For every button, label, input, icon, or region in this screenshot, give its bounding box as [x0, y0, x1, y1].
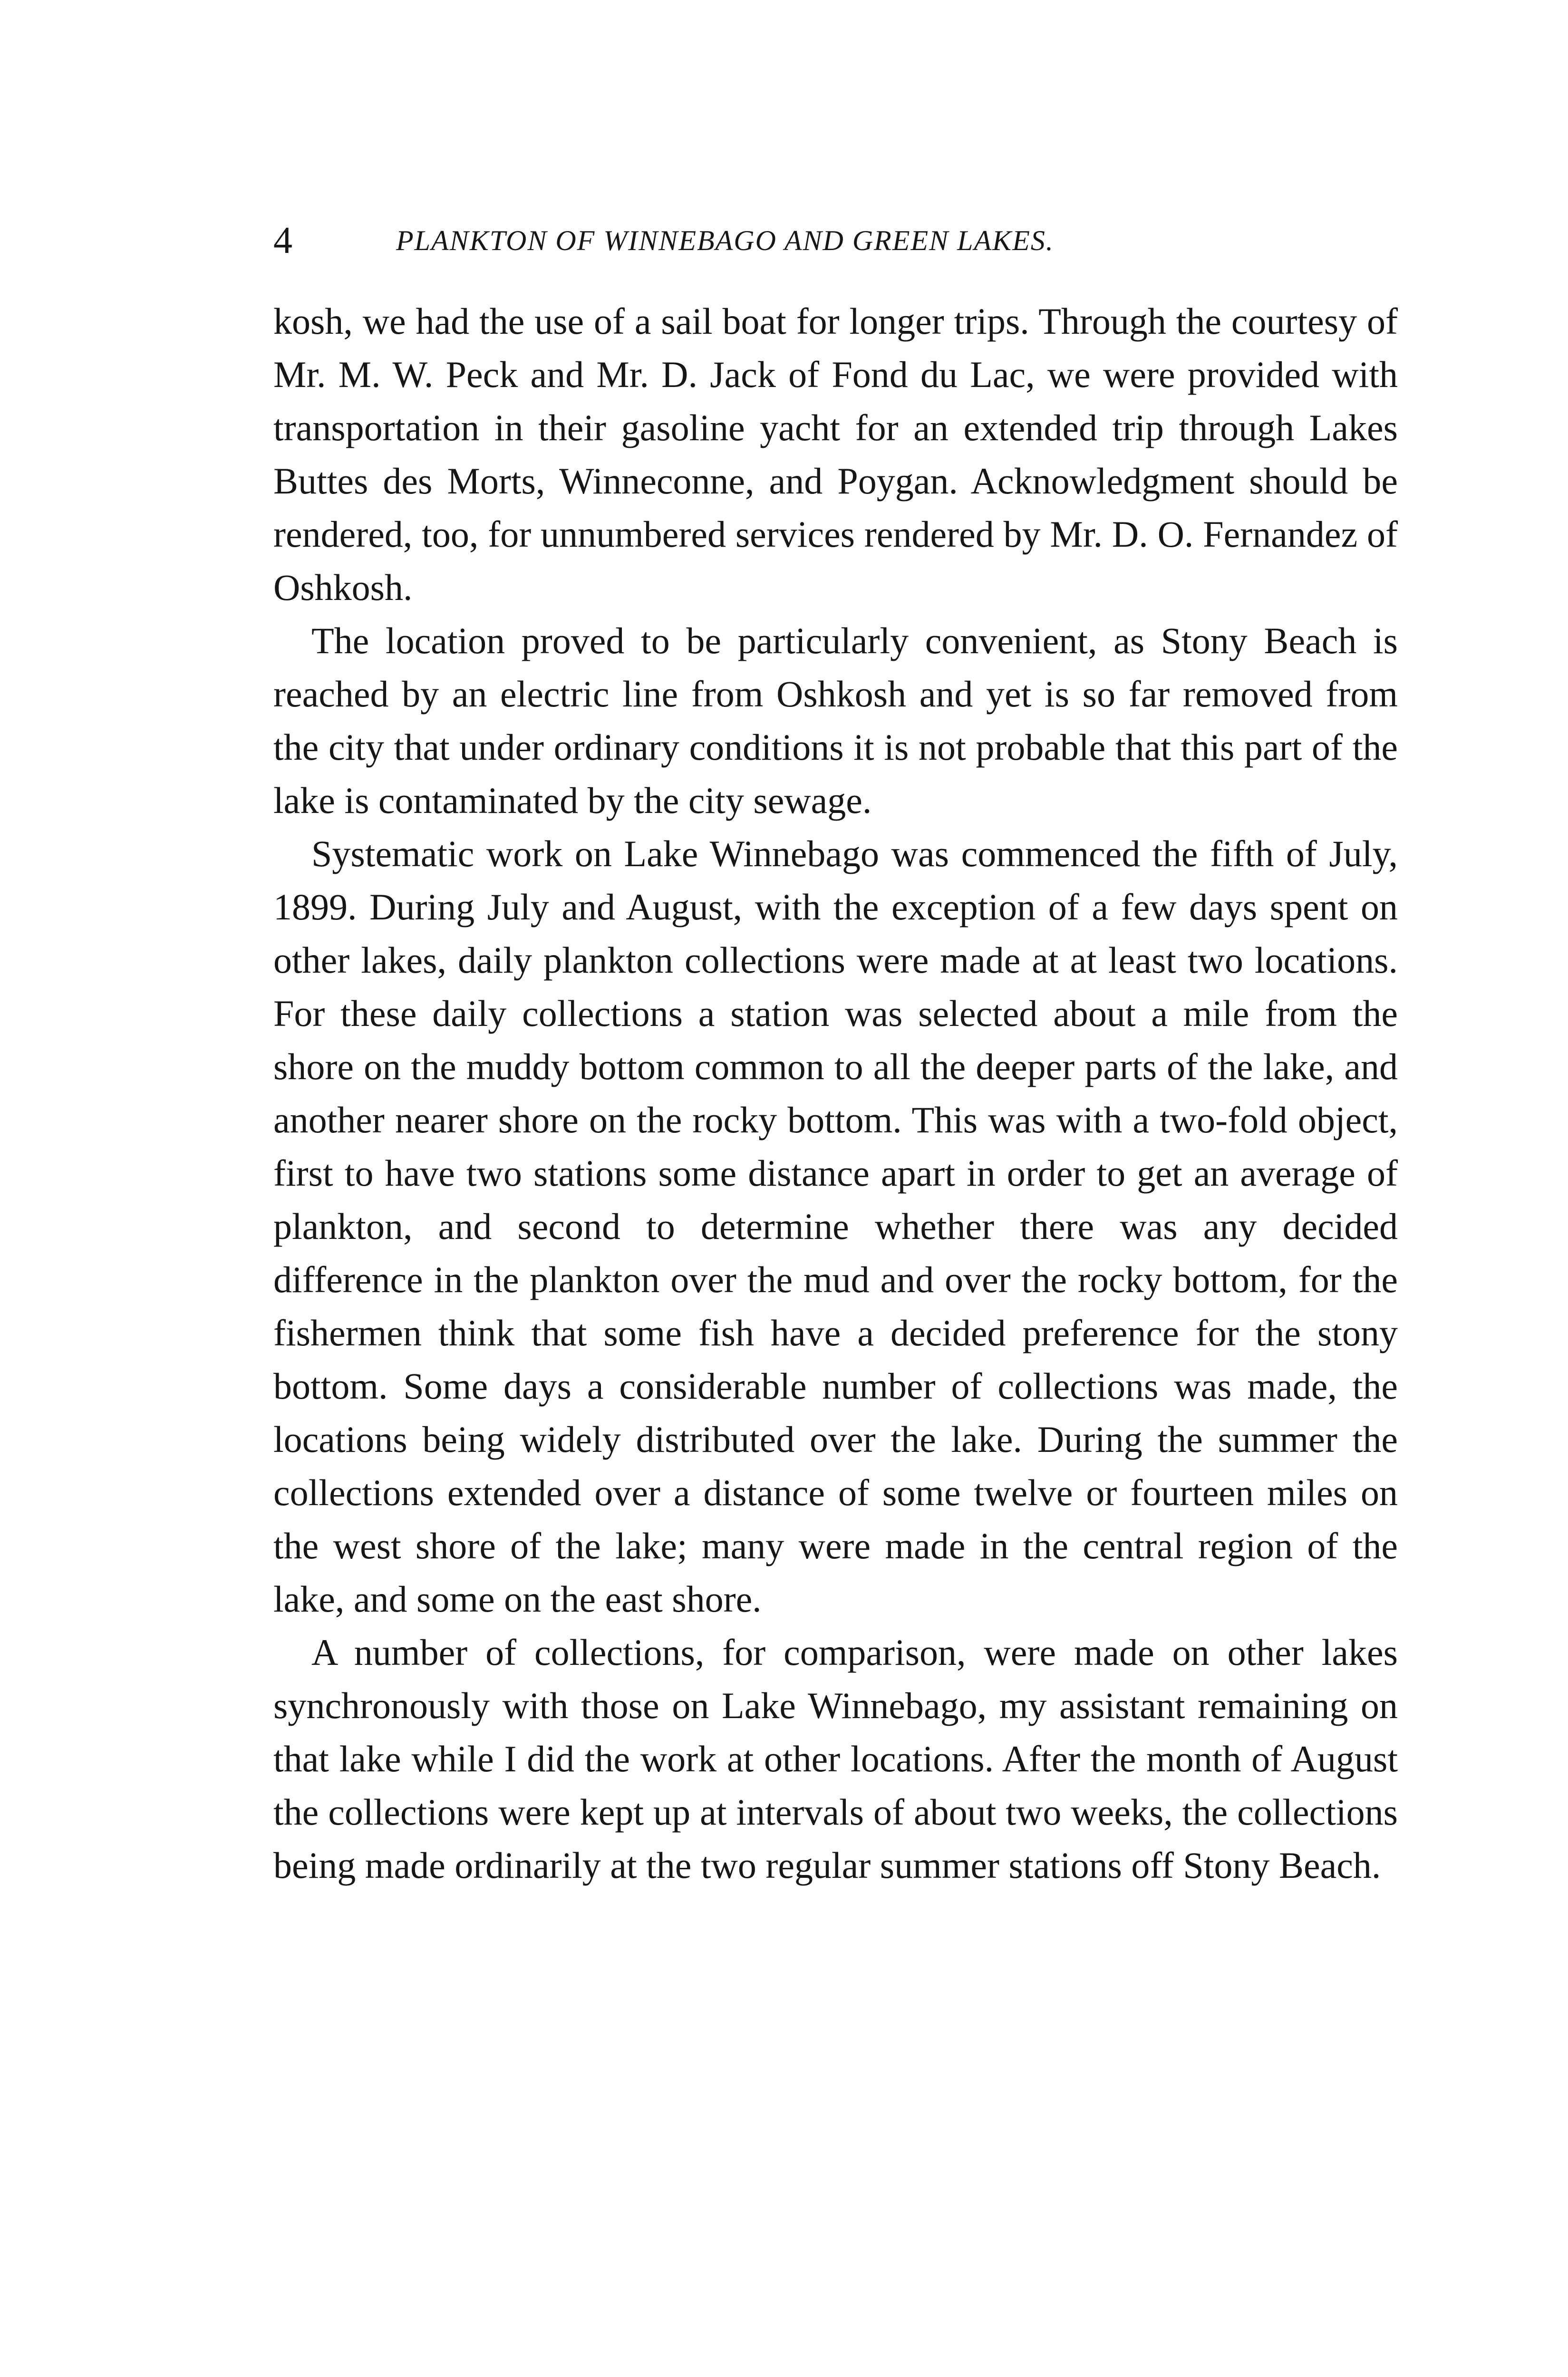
page-number: 4 [273, 220, 293, 261]
paragraph-systematic-work: Systematic work on Lake Winnebago was commenced the fifth of July, 1899. During July and August, with the exception of a few days spent on other lakes, daily plankton collections were made at at least two locations. For these daily collections a station was selected about a mile from the shore on the muddy bottom common to all the deeper parts of the lake, and another nearer shore on the rocky bottom. This was with a two-fold object, first to have two stations some distance apart in order to get an average of plankton, and second to determine whether there was any decided difference in the plankton over the mud and over the rocky bottom, for the fishermen think that some fish have a decided preference for the stony bottom. Some days a considerable number of collections was made, the locations being widely distributed over the lake. During the summer the collections extended over a distance of some twelve or fourteen miles on the west shore of the lake; many were made in the central region of the lake, and some on the east shore. [273, 833, 1398, 1620]
body-text [273, 295, 1398, 1892]
running-head [273, 217, 1391, 264]
paragraph-continued: kosh, we had the use of a sail boat for longer trips. Through the courtesy of Mr. M. W. Peck and Mr. D. Jack of Fond du Lac, we were provided with transportation in their gasoline yacht for an extended trip through Lakes Buttes des Morts, Winneconne, and Poygan. Acknowledgment should be rendered, too, for unnumbered services rendered by Mr. D. O. Fernandez of Oshkosh. [273, 300, 1398, 608]
paragraph-location: The location proved to be particularly convenient, as Stony Beach is reached by an electric line from Oshkosh and yet is so far removed from the city that under ordinary conditions it is not probable that this part of the lake is contaminated by the city sewage. [273, 620, 1398, 821]
running-title: PLANKTON OF WINNEBAGO AND GREEN LAKES. [396, 225, 1054, 256]
paragraph-comparison-collections: A number of collections, for comparison, were made on other lakes synchronously with those on Lake Winnebago, my assistant remaining on that lake while I did the work at other locations. After the month of August the collections were kept up at intervals of about two weeks, the collections being made ordinarily at the two regular summer stations off Stony Beach. [273, 1632, 1398, 1886]
